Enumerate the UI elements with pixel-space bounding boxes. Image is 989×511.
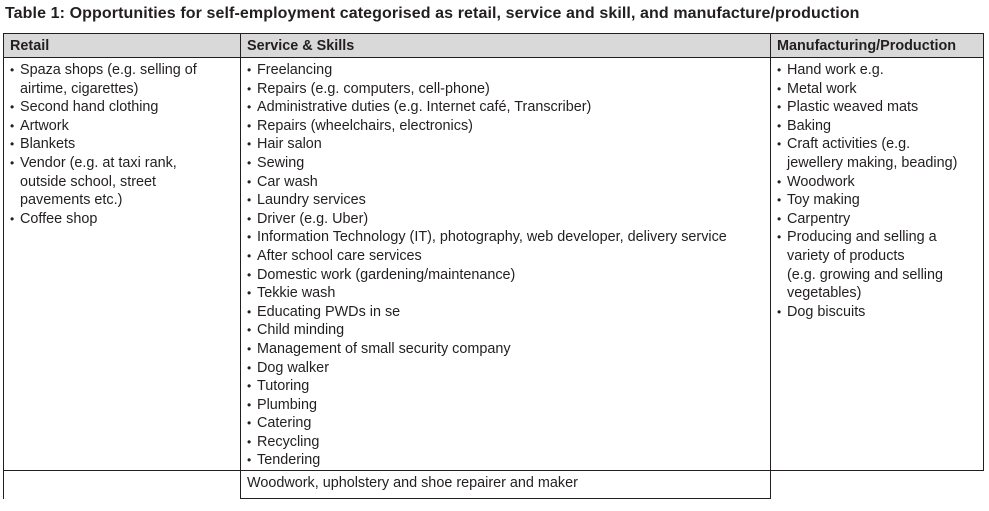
list-item (245, 117, 766, 136)
header-service-skills: Service & Skills (241, 34, 771, 58)
footer-row (4, 471, 984, 499)
list-item-text: • Laundry services (257, 192, 366, 209)
service-cell (241, 58, 771, 471)
list-item-text: • Repairs (e.g. computers, cell-phone) (257, 80, 490, 97)
list-item (8, 210, 236, 229)
list-item-text: • Driver (e.g. Uber) (257, 210, 369, 227)
list-item-text: • Woodwork (787, 173, 855, 190)
list-item-text: vegetables) (787, 285, 862, 302)
list-item (245, 284, 766, 303)
list-item (775, 117, 979, 136)
list-item-text: • Carpentry (787, 210, 851, 227)
list-item-text: • Second hand clothing (20, 99, 159, 116)
list-item-text: (e.g. growing and selling (787, 266, 943, 283)
list-item (245, 359, 766, 378)
list-item (8, 61, 236, 98)
footer-cell: Woodwork, upholstery and shoe repairer and maker (241, 471, 771, 499)
list-item-text: • Baking (787, 117, 832, 134)
list-item (775, 61, 979, 80)
list-item (245, 98, 766, 117)
list-item (245, 303, 766, 322)
list-item (775, 135, 979, 172)
list-item-text: • Vendor (e.g. at taxi rank, (20, 154, 177, 171)
list-item (8, 154, 236, 210)
body-row (4, 58, 984, 471)
list-item-text: • Dog walker (257, 359, 329, 376)
list-item (245, 266, 766, 285)
list-item-text: • Hair salon (257, 136, 322, 153)
list-item (245, 396, 766, 415)
list-item (245, 451, 766, 470)
list-item-text: • Car wash (257, 173, 318, 190)
list-item (245, 173, 766, 192)
list-item-text: • Repairs (wheelchairs, electronics) (257, 117, 473, 134)
list-item-text: • Information Technology (IT), photography, web developer, delivery service (257, 229, 727, 246)
list-item-text: • Producing and selling a (787, 229, 937, 246)
list-item-text: • Plastic weaved mats (787, 99, 919, 116)
list-item-text: • Hand work e.g. (787, 62, 884, 78)
header-retail: Retail (4, 34, 241, 58)
list-item-text: pavements etc.) (20, 192, 123, 209)
list-item (245, 191, 766, 210)
list-item-text: • Recycling (257, 433, 320, 450)
list-item-text: • Plumbing (257, 396, 317, 413)
retail-cell (4, 58, 241, 471)
list-item-text: • Freelancing (257, 62, 333, 78)
list-item-text: • Artwork (20, 117, 69, 134)
list-item (245, 61, 766, 80)
opportunities-table (3, 33, 984, 499)
list-item-text: • Blankets (20, 136, 76, 153)
service-list (245, 61, 766, 470)
footer-blank-cell (4, 471, 241, 499)
list-item-text: • Catering (257, 415, 312, 432)
list-item-text: • Child minding (257, 322, 345, 339)
list-item (245, 247, 766, 266)
retail-list (8, 61, 236, 228)
list-item (775, 228, 979, 302)
list-item (8, 98, 236, 117)
list-item (8, 135, 236, 154)
list-item-text: • Tekkie wash (257, 285, 336, 302)
header-row (4, 34, 984, 58)
list-item-text: • Dog biscuits (787, 303, 866, 320)
list-item-text: • Metal work (787, 80, 857, 97)
list-item (8, 117, 236, 136)
list-item-text: airtime, cigarettes) (20, 80, 139, 97)
list-item-text: • Spaza shops (e.g. selling of (20, 62, 197, 78)
manufacturing-cell (771, 58, 984, 471)
list-item-text: • Toy making (787, 192, 860, 209)
list-item-text: • Management of small security company (257, 340, 511, 357)
list-item-text: • Administrative duties (e.g. Internet café, Transcriber) (257, 99, 592, 116)
footer-blank-cell-right (771, 471, 984, 499)
list-item-text: • Tutoring (257, 378, 310, 395)
list-item (775, 80, 979, 99)
list-item (245, 414, 766, 433)
list-item (245, 228, 766, 247)
list-item (775, 173, 979, 192)
list-item (245, 433, 766, 452)
list-item (245, 321, 766, 340)
list-item-text: • After school care services (257, 247, 422, 264)
header-manufacturing: Manufacturing/Production (771, 34, 984, 58)
list-item-text: • Coffee shop (20, 210, 98, 227)
list-item (775, 210, 979, 229)
list-item-text: outside school, street (20, 173, 156, 190)
list-item (245, 154, 766, 173)
list-item-text: • Educating PWDs in se (257, 303, 401, 320)
list-item (245, 340, 766, 359)
list-item-text: • Domestic work (gardening/maintenance) (257, 266, 516, 283)
list-item (245, 377, 766, 396)
list-item-text: jewellery making, beading) (787, 154, 958, 171)
list-item-text: • Craft activities (e.g. (787, 136, 911, 153)
list-item-text: • Tendering (257, 452, 321, 469)
list-item-text: • Sewing (257, 154, 305, 171)
list-item (245, 80, 766, 99)
list-item (775, 98, 979, 117)
list-item (775, 303, 979, 322)
list-item (245, 210, 766, 229)
list-item (245, 135, 766, 154)
list-item (775, 191, 979, 210)
manufacturing-list (775, 61, 979, 321)
table-caption: Table 1: Opportunities for self-employment categorised as retail, service and skill, and manufacture/production (5, 5, 860, 22)
list-item-text: variety of products (787, 247, 905, 264)
